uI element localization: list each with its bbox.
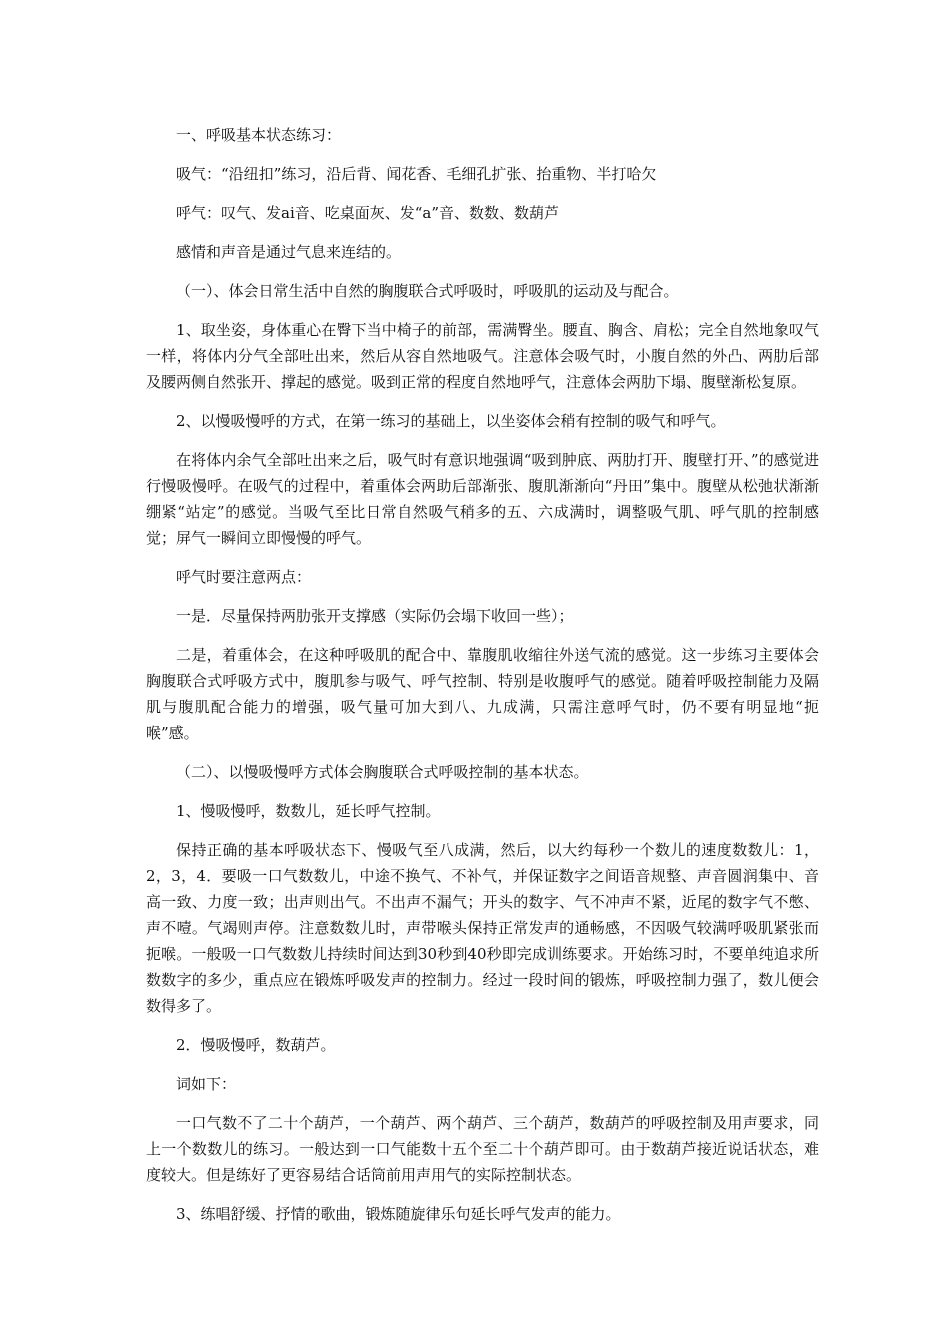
paragraph-note-one: 一是．尽量保持两肋张开支撑感（实际仍会塌下收回一些）； [176, 607, 574, 625]
exhale-exercises: 呼气：叹气、发ai音、吃桌面灰、发“a”音、数数、数葫芦 [176, 204, 560, 222]
paragraph-counting-details: 保持正确的基本呼吸状态下、慢吸气至八成满，然后，以大约每秒一个数儿的速度数数儿：1，2，3，4．要吸一口气数数儿，中途不换气、不补气，并保证数字之间语音规整、声音圆润集中、音高一致、力度一致；出声则出气。不出声不漏气；开头的数字、气不冲声不紧，近尾的数字气不憋、声不噎。气竭则声停。注意数数儿时，声带喉头保持正常发声的通畅感，不因吸气较满呼吸肌紧张而扼喉。一般吸一口气数数儿持续时间达到30秒到40秒即完成训练要求。开始练习时，不要单纯追求所数数字的多少，重点应在锻炼呼吸发声的控制力。经过一段时间的锻炼，呼吸控制力强了，数儿便会数得多了。 [146, 841, 819, 1015]
paragraph-emotion-voice: 感情和声音是通过气息来连结的。 [176, 243, 402, 261]
paragraph-inhale-control: 在将体内余气全部吐出来之后，吸气时有意识地强调“吸到肿底、两肋打开、腹壁打开、”的感觉进行慢吸慢呼。在吸气的过程中，着重体会两助后部渐张、腹肌渐渐向“丹田”集中。腹壁从松弛状渐渐绷紧“站定”的感觉。当吸气至比日常自然吸气稍多的五、六成满时，调整吸气肌、呼气肌的控制感觉；屏气一瞬间立即慢慢的呼气。 [146, 451, 819, 547]
subsection-heading-2: （二）、以慢吸慢呼方式体会胸腹联合式呼吸控制的基本状态。 [176, 763, 589, 781]
paragraph-gourd-heading: 2．慢吸慢呼，数葫芦。 [176, 1036, 336, 1054]
inhale-exercises: 吸气：“沿纽扣”练习，沿后背、闻花香、毛细孔扩张、抬重物、半打哈欠 [176, 165, 657, 183]
paragraph-note-two: 二是，着重体会，在这种呼吸肌的配合中、靠腹肌收缩往外送气流的感觉。这一步练习主要体会胸腹联合式呼吸方式中，腹肌参与吸气、呼气控制、特别是收腹呼气的感觉。随着呼吸控制能力及隔肌与腹肌配合能力的增强，吸气量可加大到八、九成满，只需注意呼气时，仍不要有明显地“扼喉”感。 [146, 646, 819, 742]
paragraph-exhale-notes: 呼气时要注意两点： [176, 568, 312, 586]
paragraph-gourd-details: 一口气数不了二十个葫芦，一个葫芦、两个葫芦、三个葫芦，数葫芦的呼吸控制及用声要求，同上一个数数儿的练习。一般达到一口气能数十五个至二十个葫芦即可。由于数葫芦接近说话状态，难度较大。但是练好了更容易结合话筒前用声用气的实际控制状态。 [146, 1114, 819, 1184]
section-heading-breathing-states: 一、呼吸基本状态练习： [176, 126, 342, 144]
paragraph-sitting-posture: 1、取坐姿，身体重心在臀下当中椅子的前部，需满臀坐。腰直、胸含、肩松；完全自然地象叹气一样，将体内分气全部吐出来，然后从容自然地吸气。注意体会吸气时，小腹自然的外凸、两肋后部及腰两侧自然张开、撑起的感觉。吸到正常的程度自然地呼气，注意体会两肋下塌、腹壁渐松复原。 [146, 321, 819, 391]
paragraph-lyrics-label: 词如下： [176, 1075, 237, 1093]
document-body [146, 122, 819, 1240]
subsection-heading-1: （一）、体会日常生活中自然的胸腹联合式呼吸时，呼吸肌的运动及与配合。 [176, 282, 679, 300]
paragraph-singing-exercise: 3、练唱舒缓、抒情的歌曲，锻炼随旋律乐句延长呼气发声的能力。 [176, 1205, 621, 1223]
paragraph-counting-heading: 1、慢吸慢呼，数数儿，延长呼气控制。 [176, 802, 441, 820]
paragraph-slow-breathing: 2、以慢吸慢呼的方式，在第一练习的基础上，以坐姿体会稍有控制的吸气和呼气。 [176, 412, 726, 430]
